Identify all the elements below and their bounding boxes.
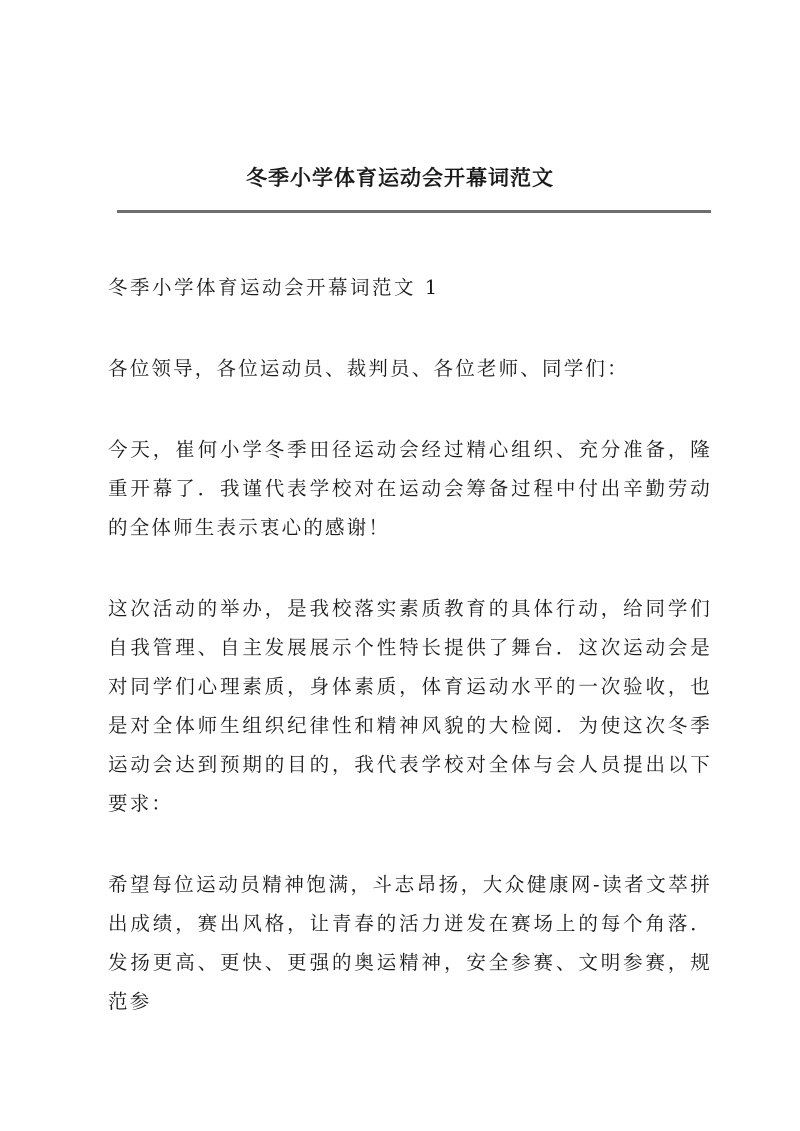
body-paragraph: 这次活动的举办，是我校落实素质教育的具体行动，给同学们自我管理、自主发展展示个性特长提供了舞台．这次运动会是对同学们心理素质，身体素质，体育运动水平的一次验收，也是对全体师生组织纪律性和精神风貌的大检阅．为使这次冬季运动会达到预期的目的，我代表学校对全体与会人员提出以下要求： bbox=[108, 597, 712, 815]
document-body bbox=[108, 268, 712, 1063]
document-title: 冬季小学体育运动会开幕词范文 bbox=[246, 165, 554, 190]
title-divider bbox=[117, 210, 711, 213]
salutation-paragraph: 各位领导，各位运动员、裁判员、各位老师、同学们： bbox=[108, 357, 629, 380]
section-heading: 冬季小学体育运动会开幕词范文 1 bbox=[108, 276, 440, 299]
body-paragraph: 希望每位运动员精神饱满，斗志昂扬，大众健康网-读者文萃拼出成绩，赛出风格，让青春的活力迸发在赛场上的每个角落．发扬更高、更快、更强的奥运精神，安全参赛、文明参赛，规范参 bbox=[108, 873, 712, 1013]
body-paragraph: 今天，崔何小学冬季田径运动会经过精心组织、充分准备，隆重开幕了．我谨代表学校对在运动会筹备过程中付出辛勤劳动的全体师生表示衷心的感谢！ bbox=[108, 438, 712, 539]
